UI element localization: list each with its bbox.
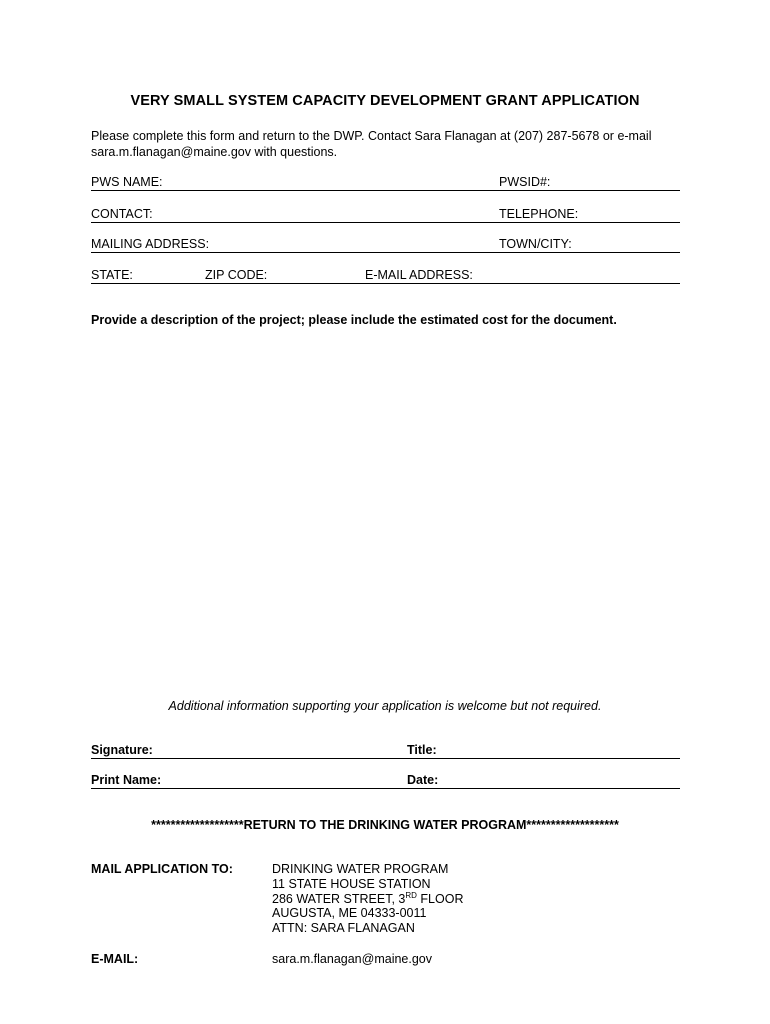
town-city-label: TOWN/CITY: <box>499 237 572 251</box>
print-name-row[interactable] <box>91 772 680 789</box>
contact-row[interactable] <box>91 206 680 223</box>
form-title: VERY SMALL SYSTEM CAPACITY DEVELOPMENT GRANT APPLICATION <box>130 93 640 109</box>
state-label: STATE: <box>91 268 133 282</box>
pwsid-label: PWSID#: <box>499 175 551 189</box>
email-address-label: E-MAIL ADDRESS: <box>365 268 473 282</box>
project-description-area[interactable] <box>91 334 680 684</box>
instructions <box>91 128 651 160</box>
address-line-3-superscript: RD <box>405 890 417 900</box>
instructions-line-2: sara.m.flanagan@maine.gov with questions. <box>91 145 338 159</box>
email-label: E-MAIL: <box>91 952 139 966</box>
address-line-3-suffix: FLOOR <box>416 891 464 906</box>
address-line-2: 11 STATE HOUSE STATION <box>272 876 431 891</box>
date-label: Date: <box>407 773 439 787</box>
address-line-4: AUGUSTA, ME 04333-0011 <box>272 906 427 921</box>
pws-name-label: PWS NAME: <box>91 175 163 189</box>
pws-name-row[interactable] <box>91 174 680 191</box>
mailing-address-label: MAILING ADDRESS: <box>91 237 210 251</box>
address-line-5: ATTN: SARA FLANAGAN <box>272 921 415 936</box>
signature-row[interactable] <box>91 742 680 759</box>
zip-code-label: ZIP CODE: <box>205 268 268 282</box>
additional-info-note: Additional information supporting your application is welcome but not required. <box>168 699 602 713</box>
contact-label: CONTACT: <box>91 207 153 221</box>
mailing-address-row[interactable] <box>91 236 680 253</box>
address-line-3 <box>272 892 463 907</box>
description-prompt: Provide a description of the project; please include the estimated cost for the document. <box>91 313 617 327</box>
mail-application-label: MAIL APPLICATION TO: <box>91 862 233 876</box>
address-line-1: DRINKING WATER PROGRAM <box>272 862 449 876</box>
state-zip-email-row[interactable] <box>91 267 680 284</box>
address-line-3-prefix: 286 WATER STREET, 3 <box>272 891 406 906</box>
email-value[interactable]: sara.m.flanagan@maine.gov <box>272 952 432 966</box>
title-label: Title: <box>407 743 437 757</box>
signature-label: Signature: <box>91 743 153 757</box>
print-name-label: Print Name: <box>91 773 162 787</box>
mailing-address-block <box>272 862 463 936</box>
telephone-label: TELEPHONE: <box>499 207 579 221</box>
instructions-line-1: Please complete this form and return to the DWP. Contact Sara Flanagan at (207) 287-5678 or e-mail <box>91 129 652 143</box>
return-banner: *******************RETURN TO THE DRINKING WATER PROGRAM******************* <box>151 818 619 832</box>
